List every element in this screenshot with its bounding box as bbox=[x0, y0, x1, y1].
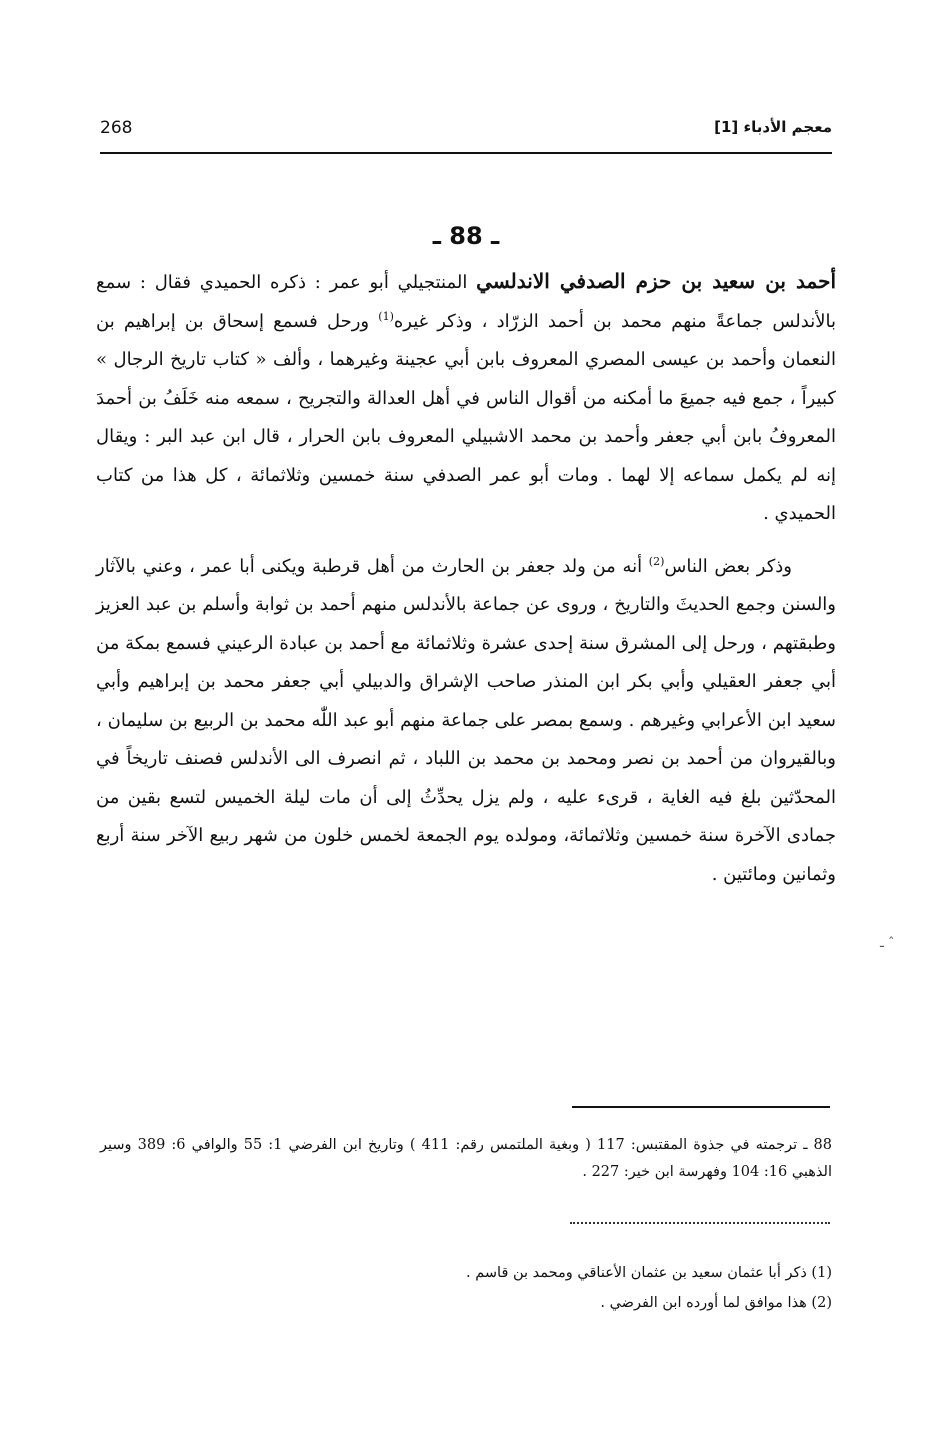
paragraph-1-text-continued: ورحل فسمع إسحاق بن إبراهيم بن النعمان وأحمد بن عيسى المصري المعروف بابن أبي عجينة وغيرهما ، وألف « كتاب تاريخ الرجال » كبيراً ، جمع فيه جميعَ ما أمكنه من أقوال الناس في أهل العدالة والتجريح ، سمعه منه خَلَفُ بن أحمدَ المعروفُ بابن أبي جعفر وأحمد بن محمد الاشبيلي المعروف بابن الحرار ، قال ابن عبد البر : ويقال إنه لم يكمل سماعه إلا لهما . ومات أبو عمر الصدفي سنة خمسين وثلاثمائة ، كل هذا من كتاب الحميدي . bbox=[96, 310, 836, 524]
dotted-separator bbox=[570, 1222, 830, 1224]
entry-number: ـ 88 ـ bbox=[432, 222, 500, 250]
source-note-text: 88 ـ ترجمته في جذوة المقتبس: 117 ( وبغية الملتمس رقم: 411 ) وتاريخ ابن الفرضي 1: 55 والوافي 6: 389 وسير الذهبي 16: 104 وفهرسة ابن خير: 227 . bbox=[100, 1137, 832, 1180]
running-header bbox=[100, 112, 832, 154]
paragraph-2-start: وذكر بعض الناس bbox=[664, 555, 792, 577]
footnote-marker-1: (1) bbox=[378, 309, 394, 323]
entry-body bbox=[96, 262, 836, 894]
paragraph-1 bbox=[96, 262, 836, 534]
page-number: 268 bbox=[100, 118, 133, 138]
footnotes bbox=[100, 1258, 832, 1318]
paragraph-1-text: المنتجيلي أبو عمر : ذكره الحميدي فقال : سمع بالأندلس جماعةً منهم محمد بن أحمد الزرّاد ، وذكر غيره bbox=[96, 272, 836, 332]
footnote-marker-2: (2) bbox=[648, 554, 665, 568]
book-title: معجم الأدباء [1] bbox=[714, 118, 832, 136]
footnote-separator bbox=[572, 1106, 830, 1108]
footnote-2: (2) هذا موافق لما أورده ابن الفرضي . bbox=[600, 1295, 832, 1311]
footnote-1: (1) ذكر أبا عثمان سعيد بن عثمان الأعناقي ومحمد بن قاسم . bbox=[466, 1265, 832, 1281]
source-note bbox=[100, 1132, 832, 1186]
paragraph-2 bbox=[96, 548, 836, 895]
paragraph-2-text: أنه من ولد جعفر بن الحارث من أهل قرطبة ويكنى أبا عمر ، وعني بالآثار والسنن وجمع الحديثَ والتاريخ ، وروى عن جماعة بالأندلس منهم أحمد بن ثوابة وأسلم بن عبد العزيز وطبقتهم ، ورحل إلى المشرق سنة إحدى عشرة وثلاثمائة مع أحمد بن عبادة الرعيني فسمع بمكة من أبي جعفر العقيلي وأبي بكر ابن المنذر صاحب الإشراق والدبيلي أبي جعفر محمد بن إبراهيم وأبي سعيد ابن الأعرابي وغيرهم . وسمع بمصر على جماعة منهم أبو عبد اللّٰه محمد بن الربيع بن سليمان ، وبالقيروان من أحمد بن نصر ومحمد بن محمد بن اللباد ، ثم انصرف الى الأندلس فصنف تاريخاً في المحدّثين بلغ فيه الغاية ، قرىء عليه ، ولم يزل يحدِّثُ إلى أن مات ليلة الخميس لتسع بقين من جمادى الآخرة سنة خمسين وثلاثمائة، ومولده يوم الجمعة لخمس خلون من شهر ربيع الآخر سنة أربع وثمانين ومائتين . bbox=[96, 555, 836, 885]
margin-mark: ـ ˆ bbox=[880, 936, 895, 951]
subject-name: أحمد بن سعيد بن حزم الصدفي الاندلسي bbox=[476, 269, 837, 293]
